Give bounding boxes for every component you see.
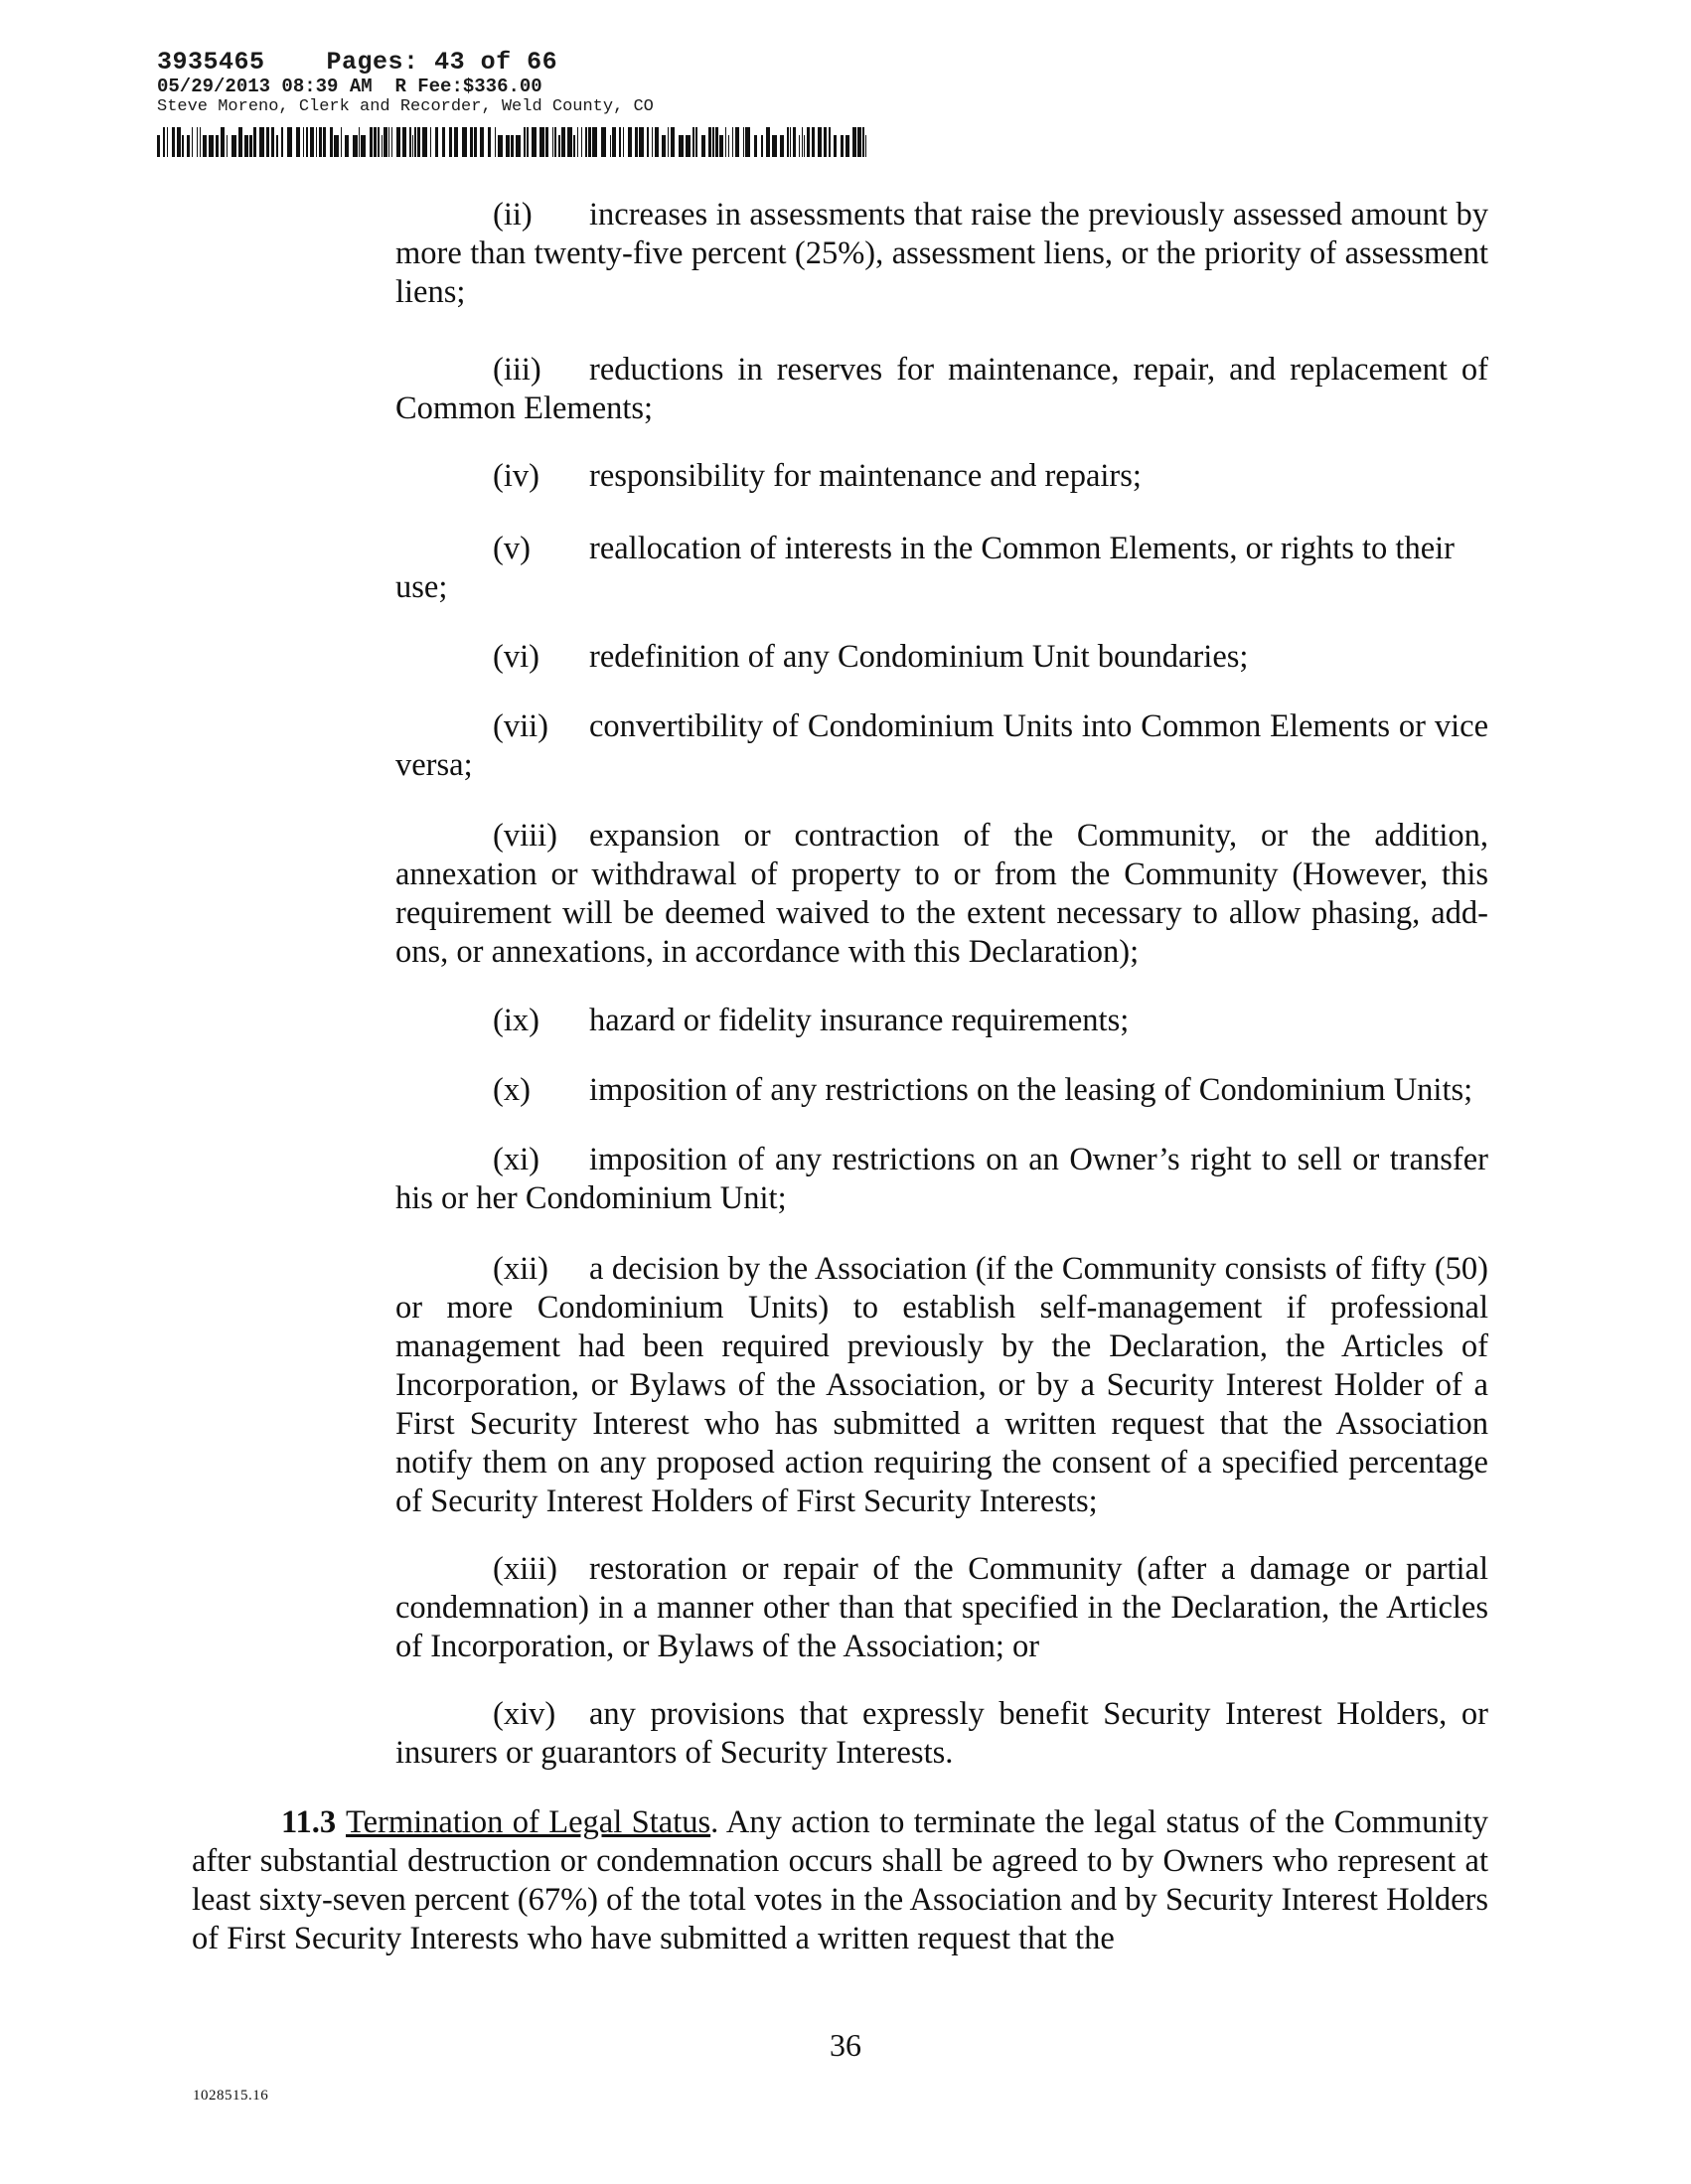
- item-number: (x): [493, 1072, 531, 1108]
- document-id: 1028515.16: [193, 2088, 269, 2104]
- item-text: hazard or fidelity insurance requirements;: [589, 1003, 1130, 1038]
- recording-fee: R Fee:$336.00: [394, 76, 542, 97]
- list-item-xi: [395, 1141, 1488, 1218]
- item-number: (iv): [493, 458, 539, 494]
- item-number: (ii): [493, 197, 533, 233]
- item-number: (v): [493, 531, 531, 566]
- item-number: (xii): [493, 1251, 548, 1287]
- item-number: (iii): [493, 352, 541, 388]
- section-title: Termination of Legal Status: [346, 1804, 711, 1840]
- item-continuation: use;: [395, 569, 448, 605]
- list-item-vii: [395, 707, 1488, 785]
- page-number: 36: [830, 2027, 861, 2063]
- item-text: convertibility of Condominium Units into Common Elements or vice versa;: [395, 708, 1488, 783]
- list-item-vi: [395, 638, 1488, 677]
- section-text: . Any action to terminate the legal status of the Community after substantial destruction or condemnation occurs shall be agreed to by Owners who represent at least sixty-seven percent (67%) of the total votes in the Association and by Security Interest Holders of First Security Interests who have submitted a written request that the: [192, 1804, 1488, 1956]
- section-11-3: [192, 1803, 1488, 1958]
- item-text: a decision by the Association (if the Community consists of fifty (50) or more Condominium Units) to establish self-management if professional management had been required previously by the Declaration, the Articles of Incorporation, or Bylaws of the Association, or by a Security Interest Holder of a First Security Interest who has submitted a written request that the Association notify them on any proposed action requiring the consent of a specified percentage of Security Interest Holders of First Security Interests;: [395, 1251, 1488, 1519]
- list-item-v: [395, 530, 1488, 607]
- list-item-xiii: [395, 1550, 1488, 1666]
- list-item-ii: [395, 196, 1488, 312]
- recording-date-time: 05/29/2013 08:39 AM: [157, 76, 373, 97]
- list-item-iv: [395, 457, 1488, 496]
- reception-number: 3935465: [157, 48, 265, 77]
- item-text: reallocation of interests in the Common Elements, or rights to their: [589, 531, 1455, 566]
- pages-count: Pages: 43 of 66: [326, 48, 558, 77]
- item-text: expansion or contraction of the Community, or the addition, annexation or withdrawal of property to or from the Community (However, this requirement will be deemed waived to the extent necessary to allow phasing, add-ons, or annexations, in accordance with this Declaration);: [395, 818, 1488, 970]
- item-number: (xiii): [493, 1551, 557, 1587]
- item-text: imposition of any restrictions on an Owner’s right to sell or transfer his or her Condominium Unit;: [395, 1142, 1488, 1216]
- section-number: 11.3: [281, 1804, 337, 1840]
- list-item-xii: [395, 1250, 1488, 1521]
- item-text: reductions in reserves for maintenance, repair, and replacement of Common Elements;: [395, 352, 1488, 426]
- list-item-x: [395, 1071, 1488, 1110]
- recorder-name: Steve Moreno, Clerk and Recorder, Weld County, CO: [157, 97, 654, 116]
- item-text: restoration or repair of the Community (after a damage or partial condemnation) in a manner other than that specified in the Declaration, the Articles of Incorporation, or Bylaws of the Association; or: [395, 1551, 1488, 1664]
- item-number: (ix): [493, 1003, 539, 1038]
- item-number: (vii): [493, 708, 548, 744]
- item-text: responsibility for maintenance and repairs;: [589, 458, 1142, 494]
- item-text: imposition of any restrictions on the leasing of Condominium Units;: [589, 1072, 1473, 1108]
- item-number: (xiv): [493, 1696, 556, 1732]
- item-text: increases in assessments that raise the previously assessed amount by more than twenty-five percent (25%), assessment liens, or the priority of assessment liens;: [395, 197, 1488, 310]
- item-text: any provisions that expressly benefit Security Interest Holders, or insurers or guarantors of Security Interests.: [395, 1696, 1488, 1771]
- list-item-xiv: [395, 1695, 1488, 1773]
- list-item-ix: [395, 1002, 1488, 1040]
- list-item-viii: [395, 817, 1488, 972]
- list-item-iii: [395, 351, 1488, 428]
- item-number: (xi): [493, 1142, 539, 1177]
- item-number: (vi): [493, 639, 539, 675]
- item-number: (viii): [493, 818, 557, 854]
- item-text: redefinition of any Condominium Unit boundaries;: [589, 639, 1249, 675]
